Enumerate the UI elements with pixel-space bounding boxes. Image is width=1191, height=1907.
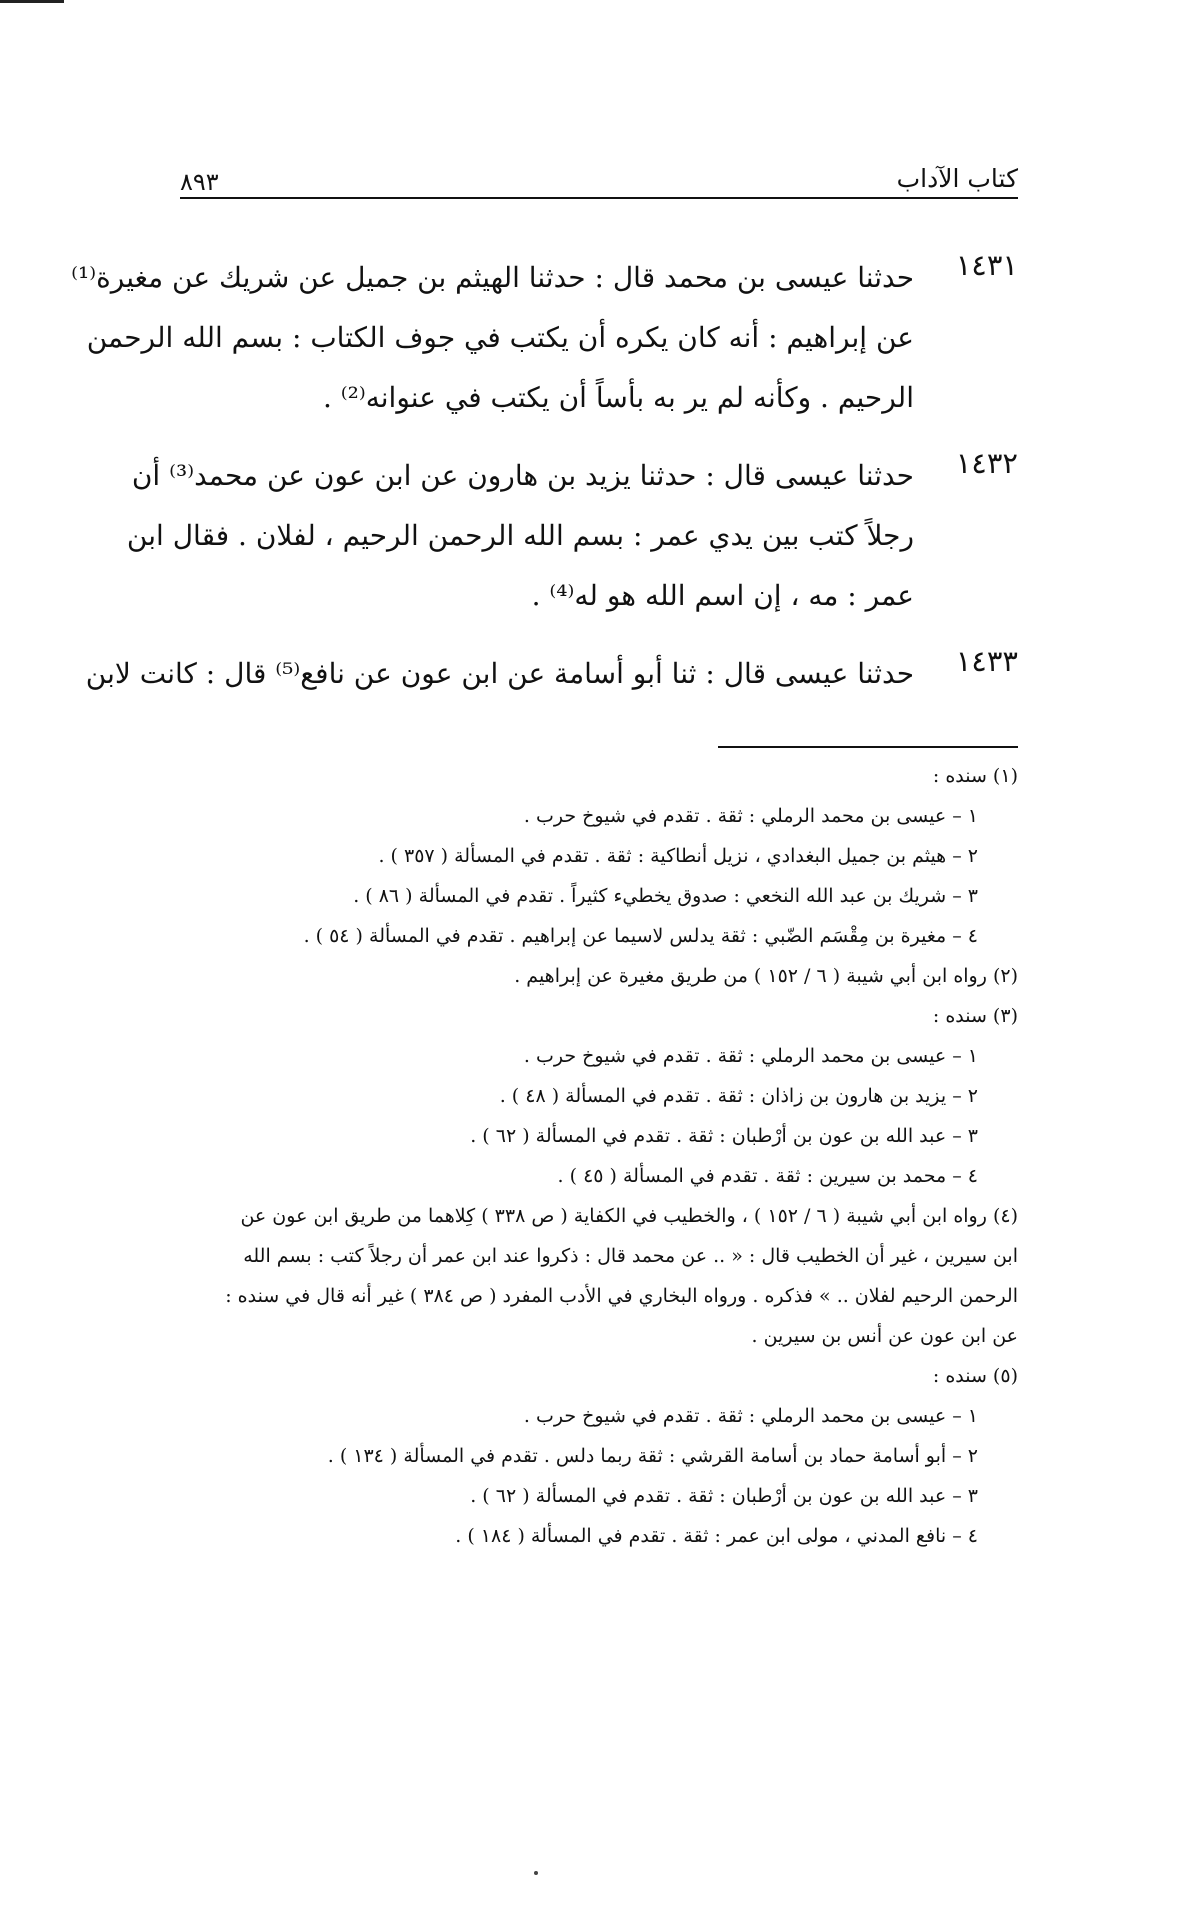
entry-1431 — [71, 248, 1018, 428]
footnote-line: ١ – عيسى بن محمد الرملي : ثقة . تقدم في شيوخ حرب . — [523, 1045, 978, 1067]
entry-line: الرحيم . وكأنه لم ير به بأساً أن يكتب في عنوانه⁽²⁾ . — [322, 381, 914, 414]
entry-line: عمر : مه ، إن اسم الله هو له⁽⁴⁾ . — [531, 579, 914, 612]
entry-number: ١٤٣٢ — [955, 446, 1018, 480]
entry-1432 — [126, 446, 1018, 626]
footnote-line: ٣ – عبد الله بن عون بن أرْطبان : ثقة . تقدم في المسألة ( ٦٢ ) . — [470, 1125, 978, 1147]
book-page — [71, 150, 1018, 1870]
entry-line: رجلاً كتب بين يدي عمر : بسم الله الرحمن الرحيم ، لفلان . فقال ابن — [126, 519, 914, 552]
footnote-line: ٢ – أبو أسامة حماد بن أسامة القرشي : ثقة ربما دلس . تقدم في المسألة ( ١٣٤ ) . — [327, 1445, 978, 1467]
entry-number: ١٤٣١ — [955, 248, 1018, 282]
footnote-line: ١ – عيسى بن محمد الرملي : ثقة . تقدم في شيوخ حرب . — [523, 805, 978, 827]
footnote-line: ٤ – مغيرة بن مِقْسَم الضّبي : ثقة يدلس لاسيما عن إبراهيم . تقدم في المسألة ( ٥٤ ) . — [303, 925, 978, 947]
footnote-line: الرحمن الرحيم لفلان .. » فذكره . ورواه البخاري في الأدب المفرد ( ص ٣٨٤ ) غير أنه قال في سنده : — [225, 1285, 1018, 1307]
footnote-line: (٥) سنده : — [932, 1365, 1018, 1387]
footnote-line: عن ابن عون عن أنس بن سيرين . — [751, 1325, 1018, 1347]
footnote-line: (٣) سنده : — [932, 1005, 1018, 1027]
footnote-line: ١ – عيسى بن محمد الرملي : ثقة . تقدم في شيوخ حرب . — [523, 1405, 978, 1427]
footnote-line: ٤ – محمد بن سيرين : ثقة . تقدم في المسألة ( ٤٥ ) . — [557, 1165, 978, 1187]
footnotes — [180, 756, 1018, 1556]
scan-speck — [534, 1871, 538, 1875]
chapter-title: كتاب الآداب — [896, 164, 1018, 193]
footnote-line: ٤ – نافع المدني ، مولى ابن عمر : ثقة . تقدم في المسألة ( ١٨٤ ) . — [455, 1525, 978, 1547]
footnote-line: (٢) رواه ابن أبي شيبة ( ٦ / ١٥٢ ) من طريق مغيرة عن إبراهيم . — [514, 965, 1018, 987]
entry-1433 — [85, 644, 1018, 704]
footnote-line: (٤) رواه ابن أبي شيبة ( ٦ / ١٥٢ ) ، والخطيب في الكفاية ( ص ٣٣٨ ) كِلاهما من طريق ابن عون عن — [240, 1205, 1018, 1227]
footnote-separator — [718, 746, 1018, 748]
footnote-line: ٣ – شريك بن عبد الله النخعي : صدوق يخطيء كثيراً . تقدم في المسألة ( ٨٦ ) . — [353, 885, 978, 907]
entry-line: عن إبراهيم : أنه كان يكره أن يكتب في جوف الكتاب : بسم الله الرحمن — [86, 321, 914, 354]
entry-line: حدثنا عيسى بن محمد قال : حدثنا الهيثم بن جميل عن شريك عن مغيرة⁽¹⁾ — [71, 261, 914, 294]
footnote-line: ٣ – عبد الله بن عون بن أرْطبان : ثقة . تقدم في المسألة ( ٦٢ ) . — [470, 1485, 978, 1507]
running-header — [180, 164, 1018, 208]
entry-line: حدثنا عيسى قال : ثنا أبو أسامة عن ابن عون عن نافع⁽⁵⁾ قال : كانت لابن — [85, 657, 914, 690]
entry-number: ١٤٣٣ — [955, 644, 1018, 678]
entry-line: حدثنا عيسى قال : حدثنا يزيد بن هارون عن ابن عون عن محمد⁽³⁾ أن — [131, 459, 914, 492]
scan-edge-mark — [0, 0, 64, 3]
page-number: ٨٩٣ — [180, 168, 219, 196]
footnote-line: ٢ – هيثم بن جميل البغدادي ، نزيل أنطاكية : ثقة . تقدم في المسألة ( ٣٥٧ ) . — [378, 845, 978, 867]
header-rule — [180, 197, 1018, 199]
footnote-line: ابن سيرين ، غير أن الخطيب قال : « .. عن محمد قال : ذكروا عند ابن عمر أن رجلاً كتب : بسم الله — [243, 1245, 1018, 1267]
main-text — [71, 248, 1018, 722]
footnote-line: (١) سنده : — [932, 765, 1018, 787]
footnote-line: ٢ – يزيد بن هارون بن زاذان : ثقة . تقدم في المسألة ( ٤٨ ) . — [499, 1085, 978, 1107]
